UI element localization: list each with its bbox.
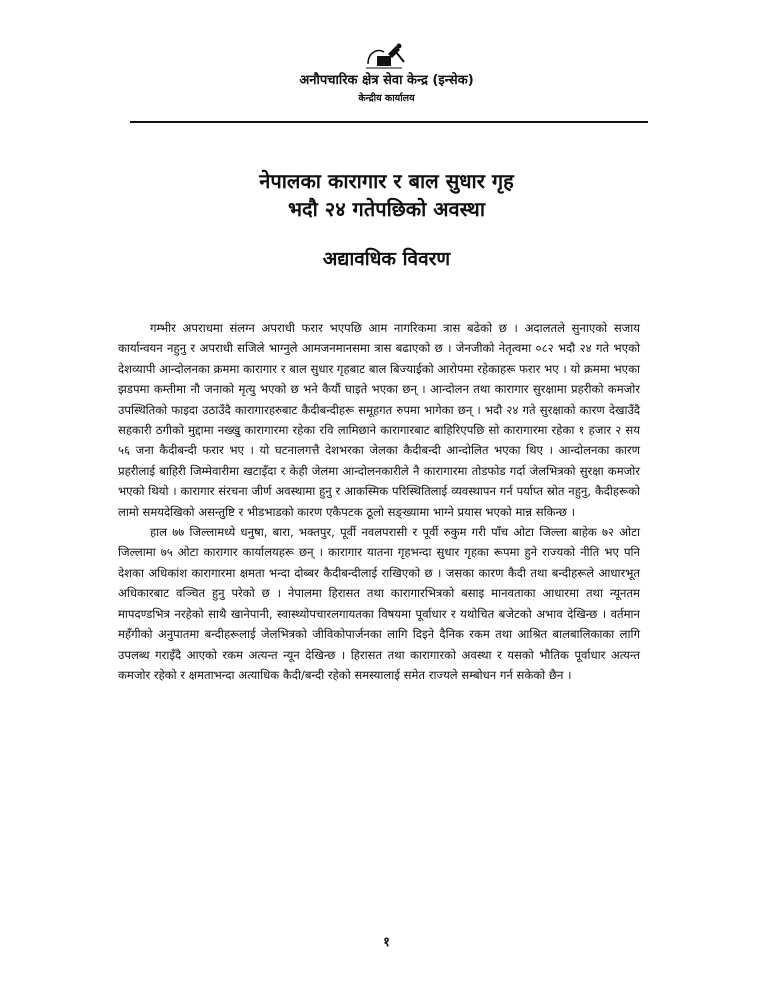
document-title-line-1: नेपालका कारागार र बाल सुधार गृह [259, 169, 514, 193]
body-paragraph: हाल ७७ जिल्लामध्ये धनुषा, बारा, भक्तपुर, पूर्वी नवलपरासी र पूर्वी रुकुम गरी पाँच ओटा जिल्ला बाहेक ७२ ओटा जिल्लामा ७५ ओटा कारागार कार्यालयहरू छन् । कारागार यातना गृहभन्दा सुधार गृहका रूपमा हुने राज्यको नीति भए पनि देशका अधिकांश कारागारमा क्षमता भन्दा दोब्बर कैदीबन्दीलाई राखिएको छ । जसका कारण कैदी तथा बन्दीहरूले आधारभूत अधिकारबाट वञ्चित हुनु परेको छ । नेपालमा हिरासत तथा कारागारभित्रको बसाइ मानवताका आधारमा तथा न्यूनतम मापदण्डभित्र नरहेको साथै खानेपानी, स्वास्थ्योपचारलगायतका विषयमा पूर्वाधार र यथोचित बजेटको अभाव देखिन्छ । वर्तमान महँगीको अनुपातमा बन्दीहरूलाई जेलभित्रको जीविकोपार्जनका लागि दिइने दैनिक रकम तथा आश्रित बालबालिकाका लागि उपलब्ध गराइँदै आएको रकम अत्यन्त न्यून देखिन्छ । हिरासत तथा कारागारको अवस्था र यसको भौतिक पूर्वाधार अत्यन्त कमजोर रहेको र क्षमताभन्दा अत्याधिक कैदी/बन्दी रहेको समस्यालाई समेत राज्यले सम्बोधन गर्न सकेको छैन । [118, 525, 640, 682]
organization-name: अनौपचारिक क्षेत्र सेवा केन्द्र (इन्सेक) [299, 73, 474, 88]
document-title-line-2: भदौ २४ गतेपछिको अवस्था [287, 197, 486, 221]
document-body [118, 318, 640, 685]
office-name: केन्द्रीय कार्यालय [358, 93, 415, 104]
body-paragraph: गम्भीर अपराधमा संलग्न अपराधी फरार भएपछि आम नागरिकमा त्रास बढेको छ । अदालतले सुनाएको सजाय कार्यान्वयन नहुनु र अपराधी सजिले भाग्नुले आमजनमानसमा त्रास बढाएको छ । जेनजीको नेतृत्वमा ०८२ भदौ २४ गते भएको देशव्यापी आन्दोलनका क्रममा कारागार र बाल सुधार गृहबाट बाल बिज्याईको आरोपमा रहेकाहरू फरार भए । यो क्रममा भएका झडपमा कम्तीमा नौ जनाको मृत्यु भएको छ भने कैयौं घाइते भएका छन् । आन्दोलन तथा कारागार सुरक्षामा प्रहरीको कमजोर उपस्थितिको फाइदा उठाउँदै कारागारहरुबाट कैदीबन्दीहरू समूहगत रुपमा भागेका छन् । भदौ २४ गते सुरक्षाको कारण देखाउँदै सहकारी ठगीको मुद्दामा नख्खु कारागारमा रहेका रवि लामिछाने कारागारबाट बाहिरिएपछि सो कारागारमा रहेका १ हजार २ सय ५६ जना कैदीबन्दी फरार भए । यो घटनालगत्तै देशभरका जेलका कैदीबन्दी आन्दोलित भएका थिए । आन्दोलनका कारण प्रहरीलाई बाहिरी जिम्मेवारीमा खटाइँदा र केही जेलमा आन्दोलनकारीले नै कारागारमा तोडफोड गर्दा जेलभित्रको सुरक्षा कमजोर भएको थियो । कारागार संरचना जीर्ण अवस्थामा हुनु र आकस्मिक परिस्थितिलाई व्यवस्थापन गर्न पर्याप्त स्रोत नहुनु, कैदीहरूको लामो समयदेखिको असन्तुष्टि र भीडभाडको कारण एकैपटक ठूलो सङ्ख्यामा भाग्ने प्रयास भएको मान्न सकिन्छ । [118, 321, 640, 519]
header-divider [130, 121, 648, 123]
page-number: १ [383, 935, 390, 950]
document-subtitle: अद्यावधिक विवरण [322, 248, 451, 270]
insec-logo-icon [362, 42, 406, 72]
